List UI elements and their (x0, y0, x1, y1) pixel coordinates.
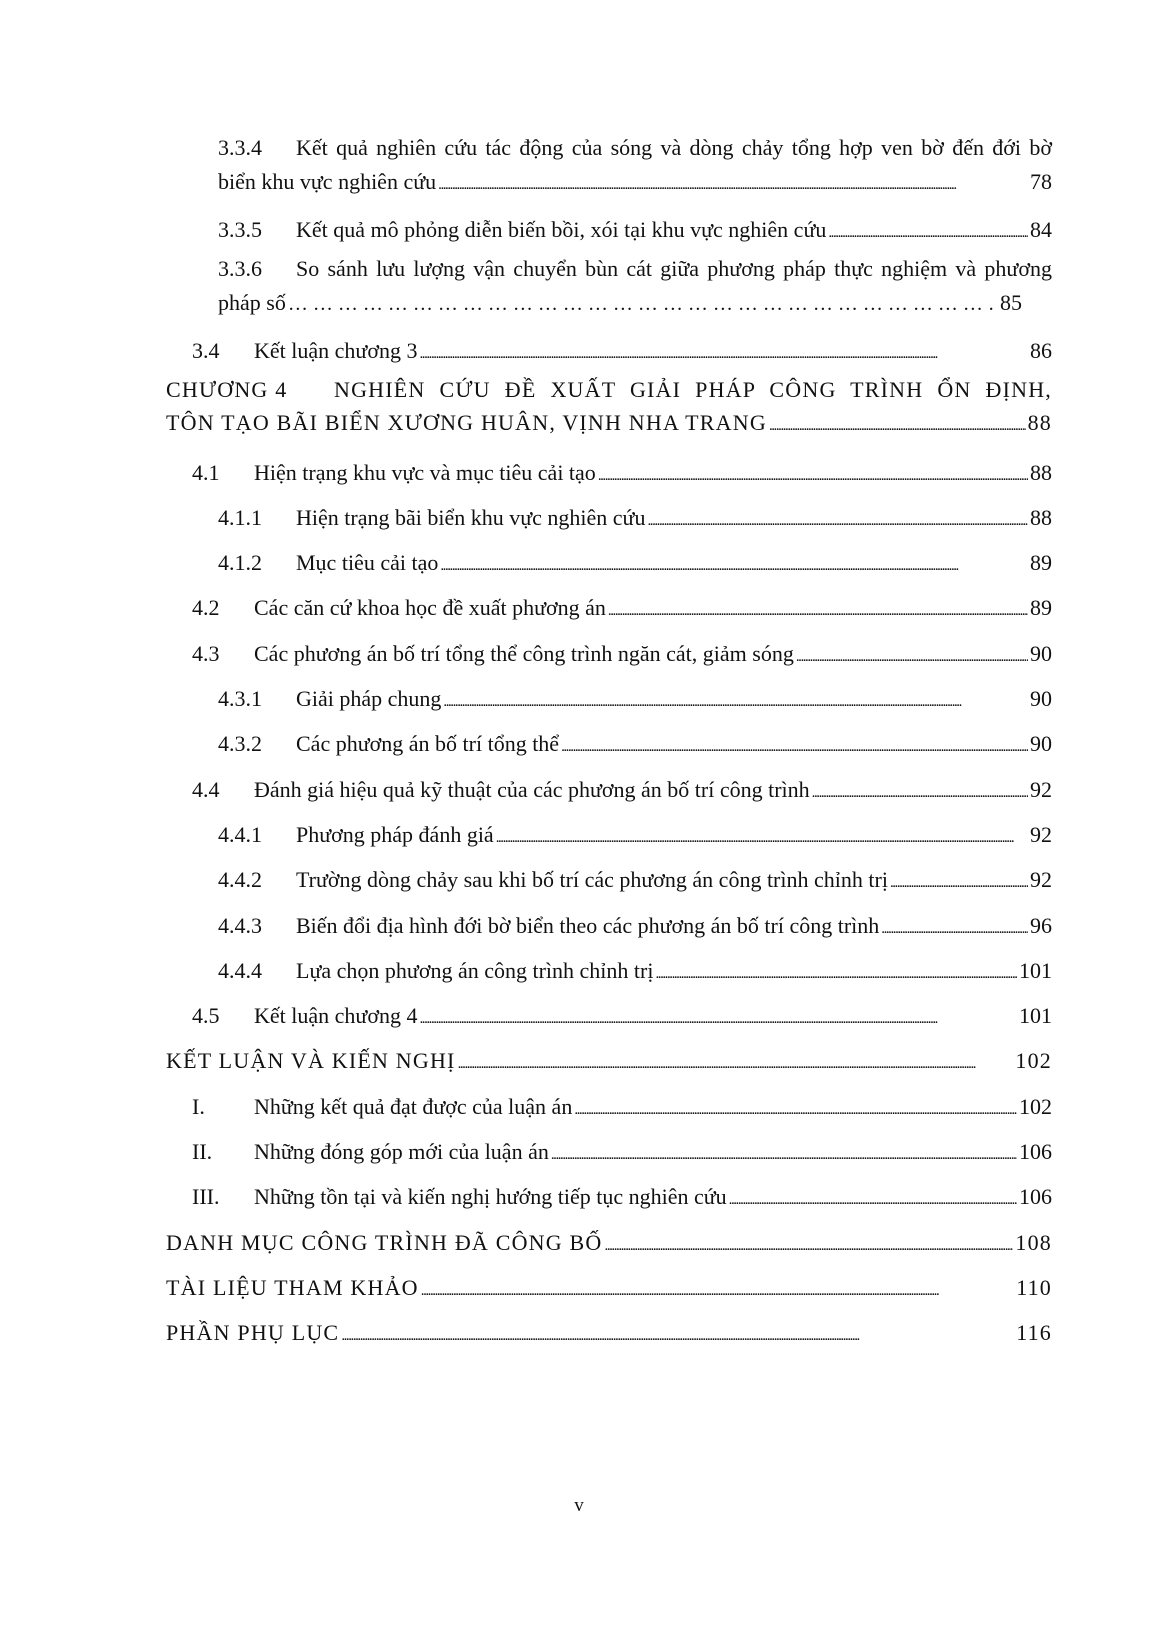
toc-entry-page: 90 (1030, 640, 1052, 666)
toc-entry-page: 92 (1030, 821, 1052, 847)
dot-leader (608, 585, 1028, 634)
toc-entry-page: 85 (1000, 290, 1022, 316)
toc-entry-number: 3.3.6 (218, 256, 262, 282)
toc-entry-number: 4.4.3 (218, 912, 262, 938)
dot-leader (443, 676, 1028, 725)
toc-entry-number: 4.3.2 (218, 731, 262, 757)
toc-entry-page: 110 (1016, 1274, 1052, 1300)
toc-entry-title: Lựa chọn phương án công trình chỉnh trị (296, 957, 654, 983)
dot-leader (729, 1174, 1017, 1223)
toc-entry-title: Kết luận chương 4 (254, 1003, 418, 1029)
toc-entry-title: Những đóng góp mới của luận án (254, 1139, 549, 1165)
table-of-contents (166, 131, 1052, 1356)
toc-entry-page: 101 (1019, 1003, 1052, 1029)
toc-entry-number: 4.5 (192, 1003, 220, 1029)
toc-chapter-entry[interactable] (166, 1310, 1052, 1355)
toc-entry-page: 106 (1019, 1184, 1052, 1210)
dot-leader (288, 286, 994, 321)
dot-leader (881, 903, 1028, 952)
dot-leader (438, 165, 1024, 202)
toc-entry-page: 116 (1016, 1320, 1052, 1346)
toc-chapter-title: KẾT LUẬN VÀ KIẾN NGHỊ (166, 1048, 456, 1074)
toc-entry[interactable] (166, 857, 1052, 902)
toc-entry-number: 4.2 (192, 595, 220, 621)
toc-entry-title: Phương pháp đánh giá (296, 821, 494, 847)
toc-entry-title: Trường dòng chảy sau khi bố trí các phương án công trình chỉnh trị (296, 867, 888, 893)
toc-entry-page: 90 (1030, 686, 1052, 712)
toc-entry-page: 101 (1019, 957, 1052, 983)
toc-entry[interactable] (166, 812, 1052, 857)
toc-entry-number: 4.3.1 (218, 686, 262, 712)
toc-entry[interactable] (166, 131, 1052, 207)
toc-entry[interactable] (166, 328, 1052, 373)
toc-entry[interactable] (166, 1129, 1052, 1174)
toc-entry-page: 89 (1030, 550, 1052, 576)
toc-entry-number: 3.3.4 (218, 135, 262, 160)
toc-entry-title: Mục tiêu cải tạo (296, 550, 439, 576)
toc-entry-page: 102 (1019, 1093, 1052, 1119)
toc-entry-page: 88 (1030, 504, 1052, 530)
toc-entry-page: 106 (1019, 1139, 1052, 1165)
toc-entry-title: Kết quả mô phỏng diễn biến bồi, xói tại khu vực nghiên cứu (296, 217, 827, 242)
toc-chapter-title: DANH MỤC CÔNG TRÌNH ĐÃ CÔNG BỐ (166, 1229, 603, 1255)
toc-entry-title: Kết quả nghiên cứu tác động của sóng và dòng chảy tổng hợp ven bờ đến đới bờ (296, 135, 1052, 160)
toc-chapter-title-continued: TÔN TẠO BÃI BIỂN XƯƠNG HUÂN, VỊNH NHA TRANG (166, 409, 767, 435)
toc-entry-title: Biến đổi địa hình đới bờ biển theo các phương án bố trí công trình (296, 912, 880, 938)
toc-entry[interactable] (166, 450, 1052, 495)
toc-chapter-title: NGHIÊN CỨU ĐỀ XUẤT GIẢI PHÁP CÔNG TRÌNH ỔN ĐỊNH, (334, 376, 1052, 402)
toc-chapter-entry[interactable] (166, 1265, 1052, 1310)
toc-entry-number: 4.3 (192, 640, 220, 666)
toc-entry[interactable] (166, 993, 1052, 1038)
toc-entry-title: So sánh lưu lượng vận chuyển bùn cát giữa phương pháp thực nghiệm và phương (296, 256, 1052, 282)
toc-entry-number: II. (192, 1139, 213, 1165)
toc-chapter-number: CHƯƠNG 4 (166, 376, 288, 402)
toc-entry-number: 3.4 (192, 338, 220, 364)
toc-entry-title: Giải pháp chung (296, 686, 442, 712)
toc-entry-number: 4.4 (192, 776, 220, 802)
toc-entry-page: 108 (1015, 1229, 1052, 1255)
dot-leader (419, 993, 1017, 1042)
toc-entry-page: 88 (1027, 409, 1052, 435)
dot-leader (812, 767, 1028, 816)
toc-entry[interactable] (166, 1174, 1052, 1219)
toc-entry-title: Kết luận chương 3 (254, 338, 418, 364)
toc-entry[interactable] (166, 1084, 1052, 1129)
toc-chapter-title: PHẦN PHỤ LỤC (166, 1320, 340, 1346)
dot-leader (551, 1129, 1017, 1178)
toc-entry[interactable] (166, 903, 1052, 948)
dot-leader (598, 450, 1028, 499)
toc-entry-title: Các căn cứ khoa học đề xuất phương án (254, 595, 606, 621)
dot-leader (419, 328, 1028, 377)
dot-leader (496, 812, 1028, 861)
toc-entry[interactable] (166, 631, 1052, 676)
toc-entry[interactable] (166, 721, 1052, 766)
dot-leader (796, 631, 1028, 680)
dot-leader (769, 406, 1026, 443)
dot-leader (828, 207, 1028, 256)
toc-entry-number: 4.4.2 (218, 867, 262, 893)
toc-entry-number: 4.1.1 (218, 504, 262, 530)
toc-entry-title-continued: biển khu vực nghiên cứu (218, 169, 437, 194)
toc-entry-page: 90 (1030, 731, 1052, 757)
toc-entry-title: Hiện trạng bãi biển khu vực nghiên cứu (296, 504, 646, 530)
dot-leader (655, 948, 1017, 997)
toc-entry-title: Những tồn tại và kiến nghị hướng tiếp tục nghiên cứu (254, 1184, 727, 1210)
toc-entry-page: 88 (1030, 459, 1052, 485)
toc-entry[interactable] (166, 767, 1052, 812)
toc-entry-number: 3.3.5 (218, 217, 262, 242)
toc-entry[interactable] (166, 540, 1052, 585)
toc-entry[interactable] (166, 207, 1052, 252)
dot-leader (341, 1310, 1014, 1359)
dot-leader (574, 1084, 1017, 1133)
toc-entry-page: 92 (1030, 867, 1052, 893)
toc-entry[interactable] (166, 585, 1052, 630)
toc-entry-page: 78 (1030, 169, 1052, 194)
toc-entry-page: 86 (1030, 338, 1052, 364)
toc-entry[interactable] (166, 948, 1052, 993)
toc-chapter-title: TÀI LIỆU THAM KHẢO (166, 1274, 419, 1300)
toc-entry-title: Các phương án bố trí tổng thể (296, 731, 560, 757)
toc-entry-number: 4.1 (192, 459, 220, 485)
dot-leader (458, 1038, 1014, 1087)
toc-entry-title: Đánh giá hiệu quả kỹ thuật của các phương án bố trí công trình (254, 776, 810, 802)
toc-entry-number: 4.1.2 (218, 550, 262, 576)
dot-leader (421, 1265, 1014, 1314)
toc-entry-number: III. (192, 1184, 220, 1210)
toc-chapter-entry[interactable] (166, 374, 1052, 450)
toc-entry-number: 4.4.1 (218, 821, 262, 847)
toc-entry-number: 4.4.4 (218, 957, 262, 983)
dot-leader (561, 721, 1028, 770)
toc-entry[interactable] (166, 252, 1052, 328)
toc-entry-title: Những kết quả đạt được của luận án (254, 1093, 573, 1119)
dot-leader (605, 1220, 1014, 1269)
toc-entry-title: Hiện trạng khu vực và mục tiêu cải tạo (254, 459, 596, 485)
toc-entry-page: 96 (1030, 912, 1052, 938)
dot-leader (890, 857, 1028, 906)
toc-entry-page: 84 (1030, 217, 1052, 242)
toc-chapter-entry[interactable] (166, 1220, 1052, 1265)
toc-entry-title: Các phương án bố trí tổng thể công trình ngăn cát, giảm sóng (254, 640, 794, 666)
toc-entry[interactable] (166, 495, 1052, 540)
toc-chapter-entry[interactable] (166, 1038, 1052, 1083)
toc-entry-page: 102 (1015, 1048, 1052, 1074)
toc-entry-number: I. (192, 1093, 205, 1119)
toc-entry[interactable] (166, 676, 1052, 721)
dot-leader (647, 495, 1028, 544)
page-number-footer: v (574, 1495, 584, 1516)
toc-entry-page: 89 (1030, 595, 1052, 621)
toc-entry-page: 92 (1030, 776, 1052, 802)
toc-entry-title-continued: pháp số (218, 290, 286, 316)
dot-leader (440, 540, 1028, 589)
